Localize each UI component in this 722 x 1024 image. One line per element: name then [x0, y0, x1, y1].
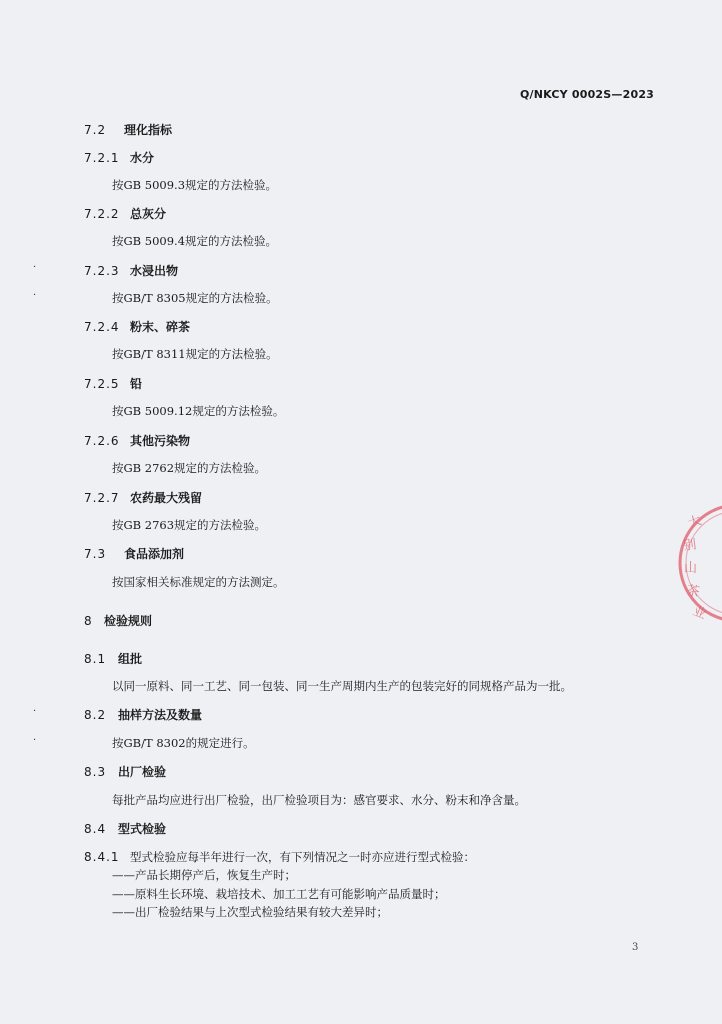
margin-mark: · [33, 706, 37, 717]
section-number: 7.2.5 [84, 377, 120, 391]
heading-7-2-2 [84, 205, 166, 222]
svg-text:别: 别 [682, 537, 698, 554]
paragraph-7-2-5: 按GB 5009.12规定的方法检验。 [112, 404, 285, 418]
clause-text: 型式检验应每半年进行一次，有下列情况之一时亦应进行型式检验： [130, 850, 475, 864]
paragraph-7-2-4: 按GB/T 8311规定的方法检验。 [112, 347, 278, 361]
paragraph-7-2-1: 按GB 5009.3规定的方法检验。 [112, 178, 278, 192]
section-number: 7.2.2 [84, 207, 120, 221]
paragraph-7-2-7: 按GB 2763规定的方法检验。 [112, 518, 267, 532]
section-title: 铅 [130, 377, 143, 391]
section-title: 粉末、碎茶 [130, 320, 191, 334]
section-title: 水浸出物 [130, 264, 179, 278]
heading-7-2-3 [84, 262, 178, 279]
heading-7-2-4 [84, 318, 190, 335]
section-number: 8.2 [84, 708, 107, 722]
list-item: ——原料生长环境、栽培技术、加工工艺有可能影响产品质量时； [112, 887, 446, 901]
section-title: 检验规则 [104, 614, 153, 628]
section-number: 8.3 [84, 765, 107, 779]
section-title: 型式检验 [118, 822, 167, 836]
heading-7-2 [84, 121, 172, 138]
section-number: 7.2 [84, 123, 107, 137]
section-title: 抽样方法及数量 [118, 708, 203, 722]
section-number: 8.1 [84, 652, 107, 666]
margin-mark: · [33, 735, 37, 746]
heading-8-2 [84, 706, 202, 723]
list-item: ——出厂检验结果与上次型式检验结果有较大差异时； [112, 905, 388, 919]
section-number: 7.2.4 [84, 320, 120, 334]
paragraph-7-2-2: 按GB 5009.4规定的方法检验。 [112, 234, 278, 248]
section-number: 7.3 [84, 547, 107, 561]
heading-7-2-1 [84, 149, 154, 166]
margin-mark: · [33, 290, 37, 301]
section-title: 水分 [130, 151, 155, 165]
document-code: Q/NKCY 0002S—2023 [520, 88, 655, 101]
margin-mark: · [33, 262, 37, 273]
section-number: 7.2.1 [84, 151, 120, 165]
svg-text:山: 山 [684, 561, 698, 576]
section-title: 食品添加剂 [124, 547, 185, 561]
section-number: 8.4.1 [84, 850, 120, 864]
section-number: 7.2.6 [84, 434, 120, 448]
section-title: 总灰分 [130, 207, 167, 221]
paragraph-8-1: 以同一原料、同一工艺、同一包装、同一生产周期内生产的包装完好的同规格产品为一批。 [112, 679, 572, 693]
paragraph-7-3: 按国家相关标准规定的方法测定。 [112, 575, 285, 589]
heading-7-2-6 [84, 432, 190, 449]
list-item: ——产品长期停产后，恢复生产时； [112, 868, 296, 882]
heading-7-3 [84, 545, 184, 562]
section-title: 出厂检验 [118, 765, 167, 779]
paragraph-8-3: 每批产品均应进行出厂检验，出厂检验项目为：感官要求、水分、粉末和净含量。 [112, 793, 526, 807]
section-number: 7.2.7 [84, 491, 120, 505]
svg-text:业: 业 [690, 603, 709, 623]
section-title: 理化指标 [124, 123, 173, 137]
heading-7-2-7 [84, 489, 202, 506]
heading-8-1 [84, 650, 142, 667]
section-title: 农药最大残留 [130, 491, 203, 505]
section-title: 组批 [118, 652, 143, 666]
paragraph-7-2-3: 按GB/T 8305规定的方法检验。 [112, 291, 278, 305]
paragraph-8-2: 按GB/T 8302的规定进行。 [112, 736, 255, 750]
section-number: 7.2.3 [84, 264, 120, 278]
paragraph-7-2-6: 按GB 2762规定的方法检验。 [112, 461, 267, 475]
svg-text:大: 大 [686, 513, 704, 532]
page-number: 3 [632, 942, 639, 953]
section-number: 8 [84, 614, 93, 628]
section-number: 8.4 [84, 822, 107, 836]
heading-8-3 [84, 763, 166, 780]
heading-8 [84, 612, 152, 629]
clause-8-4-1 [84, 849, 475, 865]
heading-8-4 [84, 820, 166, 837]
section-title: 其他污染物 [130, 434, 191, 448]
svg-text:茶: 茶 [685, 583, 701, 601]
heading-7-2-5 [84, 375, 142, 392]
official-seal-stamp [676, 488, 722, 638]
